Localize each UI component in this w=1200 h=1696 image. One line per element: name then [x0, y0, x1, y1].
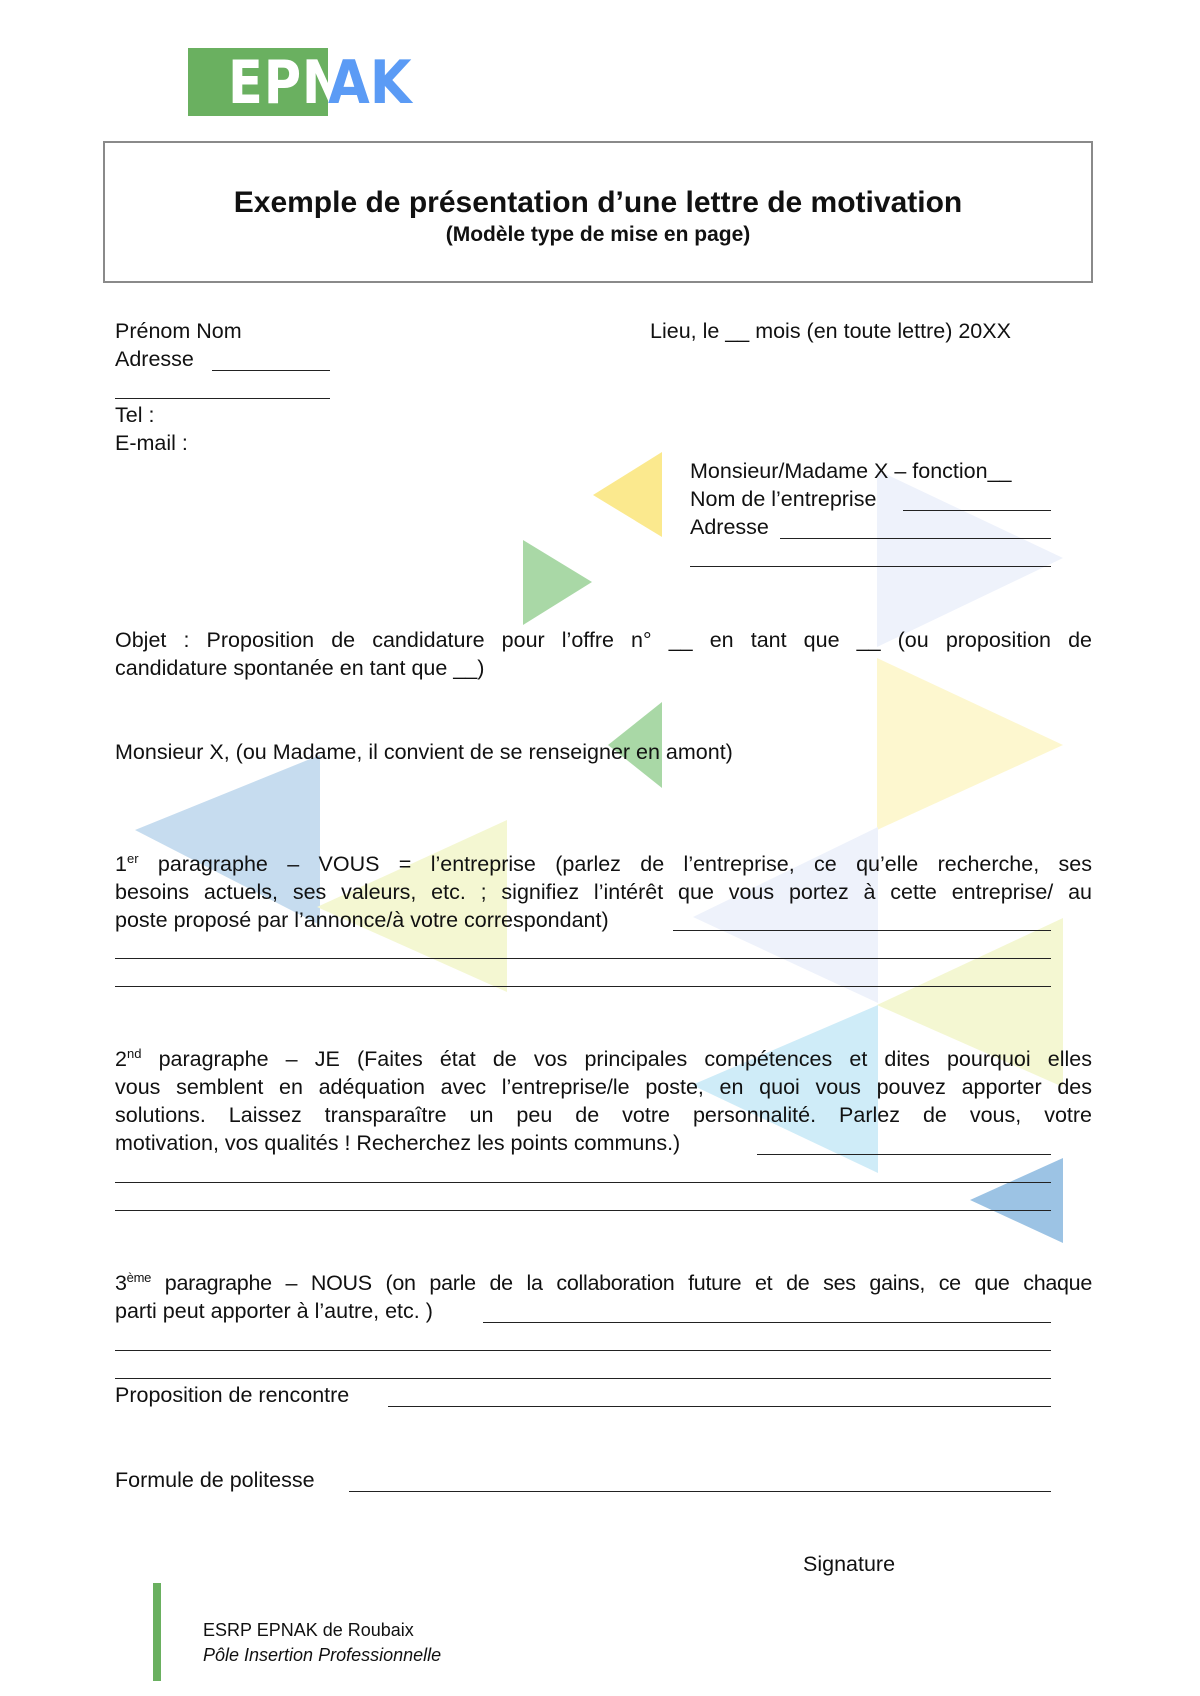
sender-address-label: Adresse — [115, 347, 194, 371]
page-subtitle: (Modèle type de mise en page) — [445, 223, 751, 246]
paragraph-1-blank-3[interactable] — [115, 986, 1051, 987]
triangle-green-right — [523, 540, 592, 625]
recipient-address-label: Adresse — [690, 515, 769, 539]
paragraph-3-line-1 — [115, 1269, 1092, 1297]
meeting-proposal-label: Proposition de rencontre — [115, 1383, 350, 1407]
sender-address-blank-1[interactable] — [212, 370, 330, 371]
paragraph-2-ordinal: nd — [126, 1046, 142, 1061]
paragraph-1-blank-2[interactable] — [115, 958, 1051, 959]
triangle-pale-yellow-right — [877, 658, 1063, 830]
paragraph-1-text-1: paragraphe – VOUS = l’entreprise (parlez de l’entreprise, ce qu’elle recherche, ses — [138, 852, 1092, 876]
logo-text-ak: AK — [328, 48, 412, 118]
paragraph-3-blank-1[interactable] — [483, 1322, 1051, 1323]
subject-line-1: Objet : Proposition de candidature pour l’offre n° __ en tant que __ (ou proposition de — [115, 628, 1092, 652]
title-box — [103, 141, 1093, 283]
meeting-proposal-blank[interactable] — [388, 1406, 1051, 1407]
paragraph-3-text-1: paragraphe – NOUS (on parle de la collaboration future et de ses gains, ce que chaque — [151, 1271, 1092, 1295]
paragraph-2-blank-2[interactable] — [115, 1182, 1051, 1183]
triangle-dark-blue-left — [970, 1158, 1063, 1243]
closing-formula-label: Formule de politesse — [115, 1468, 315, 1492]
paragraph-3-blank-3[interactable] — [115, 1378, 1051, 1379]
recipient-address-blank-2[interactable] — [690, 566, 1051, 567]
paragraph-3-number: 3 — [115, 1271, 127, 1295]
sender-tel-label: Tel : — [115, 403, 155, 427]
date-line: Lieu, le __ mois (en toute lettre) 20XX — [650, 319, 1011, 343]
paragraph-1-number: 1 — [115, 852, 127, 876]
page-title: Exemple de présentation d’une lettre de motivation — [233, 186, 963, 219]
paragraph-2-text-1: paragraphe – JE (Faites état de vos principales compétences et dites pourquoi elles — [141, 1047, 1092, 1071]
logo-text-epn: EPN — [228, 48, 346, 118]
paragraph-1-line-2: besoins actuels, ses valeurs, etc. ; signifiez l’intérêt que vous portez à cette entreprise/ au — [115, 880, 1092, 904]
footer-organization: ESRP EPNAK de Roubaix — [203, 1620, 414, 1640]
paragraph-2-line-3: solutions. Laissez transparaître un peu de votre personnalité. Parlez de vous, votre — [115, 1103, 1092, 1127]
triangle-yellow-left — [593, 452, 662, 537]
paragraph-1-blank-1[interactable] — [673, 930, 1051, 931]
subject-line-2: candidature spontanée en tant que __) — [115, 656, 485, 680]
sender-email-label: E-mail : — [115, 431, 188, 455]
paragraph-2-line-4: motivation, vos qualités ! Recherchez les points communs.) — [115, 1131, 681, 1155]
recipient-address-blank-1[interactable] — [780, 538, 1051, 539]
paragraph-2-blank-3[interactable] — [115, 1210, 1051, 1211]
recipient-company-blank[interactable] — [903, 510, 1051, 511]
paragraph-2-blank-1[interactable] — [757, 1154, 1051, 1155]
paragraph-2-number: 2 — [115, 1047, 127, 1071]
paragraph-3-line-2: parti peut apporter à l’autre, etc. ) — [115, 1299, 433, 1323]
paragraph-1-line-1 — [115, 850, 1092, 878]
footer-accent-bar — [153, 1583, 161, 1681]
sender-name: Prénom Nom — [115, 319, 242, 343]
paragraph-3-ordinal: ème — [126, 1270, 152, 1285]
paragraph-2-line-1 — [115, 1045, 1092, 1073]
footer-department: Pôle Insertion Professionnelle — [203, 1645, 442, 1665]
signature-label: Signature — [803, 1552, 896, 1576]
paragraph-1-line-3: poste proposé par l’annonce/à votre correspondant) — [115, 908, 609, 932]
triangle-lavender-right — [877, 470, 1063, 647]
sender-address-blank-2[interactable] — [115, 398, 330, 399]
paragraph-2-line-2: vous semblent en adéquation avec l’entreprise/le poste, en quoi vous pouvez apporter des — [115, 1075, 1092, 1099]
recipient-company-label: Nom de l’entreprise — [690, 487, 877, 511]
salutation: Monsieur X, (ou Madame, il convient de se renseigner en amont) — [115, 740, 733, 764]
paragraph-3-blank-2[interactable] — [115, 1350, 1051, 1351]
recipient-name-function: Monsieur/Madame X – fonction__ — [690, 459, 1012, 483]
closing-formula-blank[interactable] — [349, 1491, 1051, 1492]
paragraph-1-ordinal: er — [126, 851, 139, 866]
